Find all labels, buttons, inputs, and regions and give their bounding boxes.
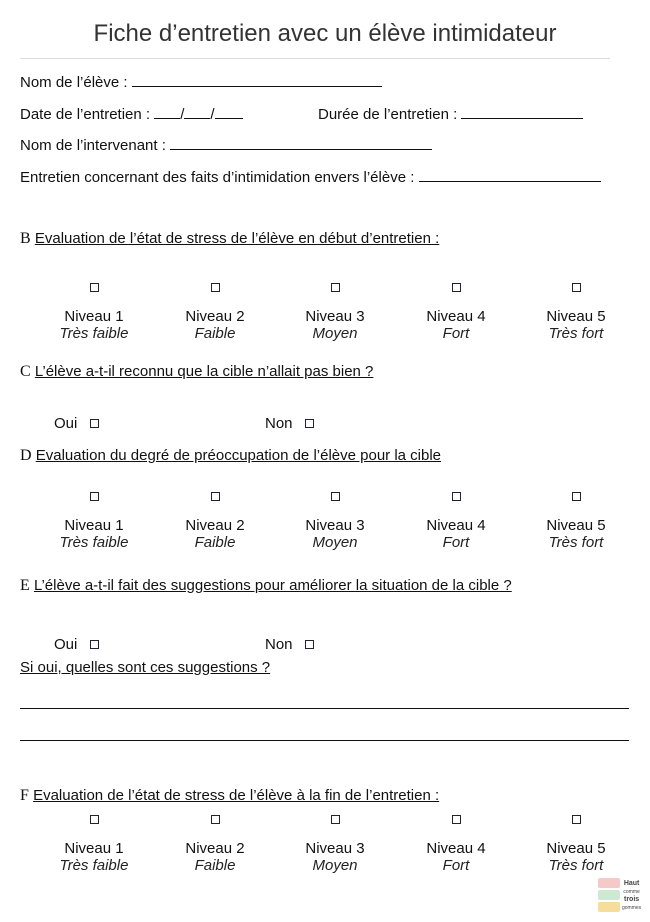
date-year-field[interactable] [215,104,243,119]
level-label: Niveau 3 [305,840,365,857]
checkbox-b-5[interactable] [572,283,581,292]
level-desc: Très faible [59,857,129,874]
section-title: Evaluation de l’état de stress de l’élève à la fin de l’entretien : [33,787,440,804]
level-desc: Faible [194,857,236,874]
checkbox-f-2[interactable] [211,815,220,824]
level-label: Niveau 1 [64,517,124,534]
checkbox-c-yes[interactable] [90,419,99,428]
intervenant-label: Nom de l’intervenant : [20,137,166,154]
section-title: Evaluation du degré de préoccupation de l’élève pour la cible [35,447,442,464]
facts-field[interactable] [419,167,601,182]
date-month-field[interactable] [184,104,210,119]
level-desc: Faible [194,325,236,342]
title-divider [20,58,610,59]
no-label: Non [265,415,293,432]
level-desc: Très fort [548,325,604,342]
date-slash: / [180,106,185,123]
facts-label: Entretien concernant des faits d’intimidation envers l’élève : [20,169,415,186]
section-b-heading [20,230,439,248]
duration-field[interactable] [461,104,583,119]
level-desc: Moyen [312,534,358,551]
level-label: Niveau 5 [546,517,606,534]
checkbox-e-yes[interactable] [90,640,99,649]
level-label: Niveau 1 [64,840,124,857]
section-letter: B [20,230,31,247]
student-name-field[interactable] [132,72,382,87]
level-desc: Moyen [312,857,358,874]
checkbox-b-3[interactable] [331,283,340,292]
suggestions-line-2[interactable] [20,740,629,741]
checkbox-b-1[interactable] [90,283,99,292]
level-desc: Très faible [59,325,129,342]
section-c-heading [20,363,373,381]
intervenant-field[interactable] [170,135,432,150]
date-row [20,104,243,123]
checkbox-f-5[interactable] [572,815,581,824]
section-letter: C [20,363,31,380]
suggestions-label [20,659,270,676]
student-name-label: Nom de l’élève : [20,74,128,91]
checkbox-b-4[interactable] [452,283,461,292]
level-label: Niveau 2 [185,517,245,534]
section-title: Evaluation de l’état de stress de l’élève en début d’entretien : [34,230,440,247]
intervenant-row [20,135,432,154]
checkbox-d-1[interactable] [90,492,99,501]
duration-row [318,104,583,123]
level-label: Niveau 2 [185,840,245,857]
checkbox-e-no[interactable] [305,640,314,649]
section-e-heading [20,577,512,595]
brand-logo [598,878,642,914]
level-desc: Faible [194,534,236,551]
no-option-c[interactable] [265,415,314,432]
section-title: L’élève a-t-il reconnu que la cible n’allait pas bien ? [34,363,374,380]
level-desc: Fort [442,857,470,874]
checkbox-d-2[interactable] [211,492,220,501]
checkbox-c-no[interactable] [305,419,314,428]
checkbox-d-5[interactable] [572,492,581,501]
level-label: Niveau 2 [185,308,245,325]
date-label: Date de l’entretien : [20,106,151,123]
yes-label: Oui [54,415,78,432]
level-label: Niveau 3 [305,308,365,325]
yes-option-c[interactable] [54,415,99,432]
yes-option-e[interactable] [54,636,99,653]
no-label: Non [265,636,293,653]
level-desc: Moyen [312,325,358,342]
level-label: Niveau 4 [426,308,486,325]
level-desc: Très faible [59,534,129,551]
checkbox-f-3[interactable] [331,815,340,824]
no-option-e[interactable] [265,636,314,653]
section-letter: D [20,447,32,464]
section-f-heading [20,787,439,805]
section-d-heading [20,447,441,465]
checkbox-b-2[interactable] [211,283,220,292]
level-desc: Fort [442,534,470,551]
facts-row [20,167,601,186]
date-day-field[interactable] [154,104,180,119]
yes-label: Oui [54,636,78,653]
level-label: Niveau 5 [546,308,606,325]
level-label: Niveau 4 [426,517,486,534]
level-desc: Fort [442,325,470,342]
level-label: Niveau 1 [64,308,124,325]
suggestions-text: Si oui, quelles sont ces suggestions ? [20,659,271,676]
checkbox-f-1[interactable] [90,815,99,824]
level-label: Niveau 4 [426,840,486,857]
student-name-row [20,72,382,91]
checkbox-d-4[interactable] [452,492,461,501]
level-desc: Très fort [548,857,604,874]
section-letter: F [20,787,29,804]
logo-text: Haut comme trois gommes [622,880,642,911]
level-desc: Très fort [548,534,604,551]
suggestions-line-1[interactable] [20,708,629,709]
checkbox-d-3[interactable] [331,492,340,501]
section-letter: E [20,577,30,594]
logo-eraser-pink [598,878,620,888]
logo-eraser-green [598,890,620,900]
date-slash: / [210,106,215,123]
checkbox-f-4[interactable] [452,815,461,824]
level-label: Niveau 5 [546,840,606,857]
duration-label: Durée de l’entretien : [318,106,458,123]
page-title: Fiche d’entretien avec un élève intimidateur [93,20,557,47]
logo-eraser-yellow [598,902,620,912]
level-label: Niveau 3 [305,517,365,534]
section-title: L’élève a-t-il fait des suggestions pour améliorer la situation de la cible ? [33,577,512,594]
